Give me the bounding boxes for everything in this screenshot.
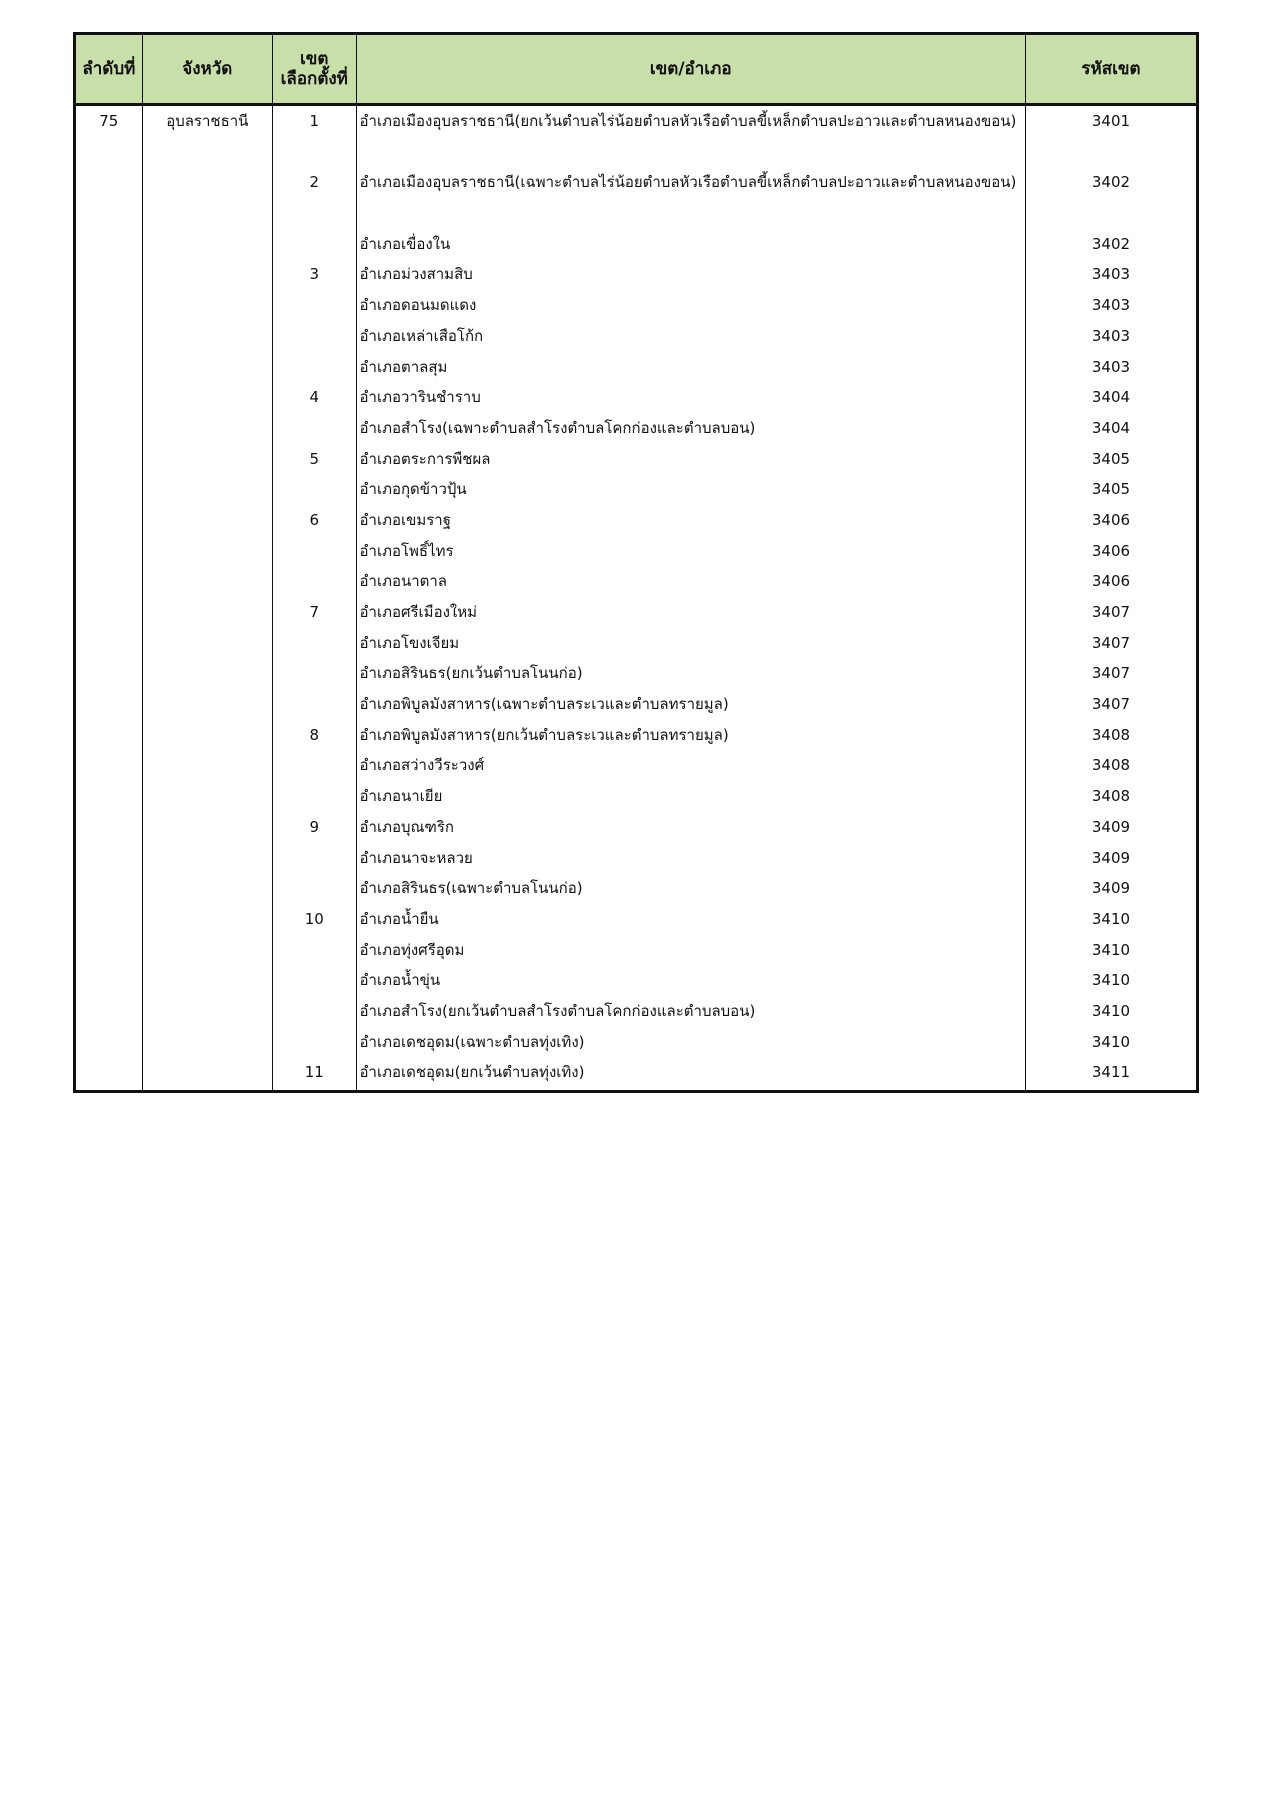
- code-cell: 3410: [1091, 971, 1131, 990]
- district-cell: 11: [304, 1063, 324, 1082]
- area-cell: อำเภอโขงเจียม: [359, 633, 460, 652]
- area-cell: อำเภอพิบูลมังสาหาร(ยกเว้นตำบลระเวและตำบลทรายมูล): [359, 725, 729, 744]
- area-cell: อำเภอเหล่าเสือโก้ก: [359, 326, 484, 345]
- code-cell: 3402: [1091, 173, 1131, 192]
- code-cell: 3410: [1091, 940, 1131, 959]
- district-cell: [273, 1027, 356, 1058]
- district-cell: 9: [309, 817, 319, 836]
- district-cell: [273, 750, 356, 781]
- area-cell: อำเภอน้ำขุ่น: [359, 971, 441, 990]
- table-body: [76, 106, 1196, 1090]
- province-cell: อุบลราชธานี: [166, 112, 249, 130]
- code-cell: 3407: [1091, 603, 1131, 621]
- district-cell: 5: [309, 449, 319, 468]
- district-cell: 7: [309, 603, 319, 621]
- area-cell: อำเภอสิรินธร(เฉพาะตำบลโนนก่อ): [359, 879, 583, 898]
- district-cell: [273, 321, 356, 352]
- code-cell: 3407: [1091, 664, 1131, 683]
- district-cell: [273, 658, 356, 689]
- order-cell: 75: [99, 112, 119, 130]
- header-district-line2: เลือกตั้งที่: [280, 69, 348, 89]
- code-cell: 3404: [1091, 388, 1131, 407]
- area-cell: อำเภอกุดข้าวปุ้น: [359, 480, 467, 499]
- district-cell: [273, 536, 356, 567]
- code-cell: 3402: [1091, 234, 1131, 253]
- district-cell: [273, 137, 356, 168]
- district-cell: 8: [309, 725, 319, 744]
- district-cell: [273, 290, 356, 321]
- district-table: [73, 32, 1199, 1093]
- district-cell: [273, 413, 356, 444]
- code-cell: 3404: [1091, 418, 1131, 437]
- column-code: [1026, 106, 1196, 1090]
- code-cell: 3403: [1091, 296, 1131, 315]
- code-cell: [1026, 198, 1196, 229]
- area-cell: อำเภอสิรินธร(ยกเว้นตำบลโนนก่อ): [359, 664, 583, 683]
- area-cell: อำเภอดอนมดแดง: [359, 296, 477, 315]
- district-cell: 10: [304, 909, 324, 928]
- code-cell: 3409: [1091, 879, 1131, 898]
- area-cell: อำเภอเขมราฐ: [359, 510, 451, 529]
- code-cell: 3406: [1091, 572, 1131, 591]
- header-order: ลำดับที่: [76, 35, 143, 103]
- code-cell: 3408: [1091, 787, 1131, 806]
- district-cell: [273, 352, 356, 383]
- code-cell: 3406: [1091, 541, 1131, 560]
- district-cell: [273, 843, 356, 874]
- district-cell: [273, 198, 356, 229]
- area-cell: อำเภอเมืองอุบลราชธานี(ยกเว้นตำบลไร่น้อยตำบลหัวเรือตำบลขี้เหล็กตำบลปะอาวและตำบลหนองขอน): [359, 112, 1017, 130]
- district-cell: 6: [309, 510, 319, 529]
- area-cell: อำเภอนาจะหลวย: [359, 848, 473, 867]
- code-cell: 3408: [1091, 756, 1131, 775]
- header-code: รหัสเขต: [1081, 59, 1141, 79]
- district-cell: 4: [309, 388, 319, 407]
- area-cell: [357, 198, 1025, 229]
- area-cell: อำเภอศรีเมืองใหม่: [359, 603, 477, 621]
- code-cell: 3406: [1091, 510, 1131, 529]
- district-cell: [273, 689, 356, 720]
- district-cell: 3: [309, 265, 319, 284]
- code-cell: 3410: [1091, 1001, 1131, 1020]
- area-cell: อำเภอตระการพืชผล: [359, 449, 491, 468]
- code-cell: 3409: [1091, 817, 1131, 836]
- area-cell: อำเภอตาลสุม: [359, 357, 448, 376]
- column-district: [273, 106, 357, 1090]
- code-cell: 3405: [1091, 480, 1131, 499]
- code-cell: 3407: [1091, 633, 1131, 652]
- district-cell: [273, 474, 356, 505]
- code-cell: 3405: [1091, 449, 1131, 468]
- district-cell: [273, 996, 356, 1027]
- area-cell: อำเภอเขื่องใน: [359, 234, 451, 253]
- code-cell: 3403: [1091, 265, 1131, 284]
- area-cell: อำเภอม่วงสามสิบ: [359, 265, 473, 284]
- header-province: จังหวัด: [143, 35, 273, 103]
- code-cell: 3408: [1091, 725, 1131, 744]
- district-cell: [273, 873, 356, 904]
- code-cell: 3409: [1091, 848, 1131, 867]
- code-cell: 3407: [1091, 695, 1131, 714]
- district-cell: [273, 566, 356, 597]
- area-cell: อำเภอทุ่งศรีอุดม: [359, 940, 465, 959]
- code-cell: 3401: [1091, 112, 1131, 130]
- area-cell: [357, 137, 1025, 168]
- area-cell: อำเภอพิบูลมังสาหาร(เฉพาะตำบลระเวและตำบลทรายมูล): [359, 695, 729, 714]
- header-district-line1: เขต: [299, 49, 329, 69]
- district-cell: 2: [309, 173, 319, 192]
- district-cell: [273, 628, 356, 659]
- district-cell: [273, 781, 356, 812]
- district-cell: [273, 229, 356, 260]
- district-cell: 1: [309, 112, 319, 130]
- code-cell: 3403: [1091, 357, 1131, 376]
- area-cell: อำเภอสำโรง(ยกเว้นตำบลสำโรงตำบลโคกก่องและตำบลบอน): [359, 1001, 756, 1020]
- area-cell: อำเภอนาตาล: [359, 572, 448, 591]
- area-cell: อำเภอสำโรง(เฉพาะตำบลสำโรงตำบลโคกก่องและตำบลบอน): [359, 418, 756, 437]
- header-area: เขต/อำเภอ: [357, 35, 1026, 103]
- area-cell: อำเภอเดชอุดม(ยกเว้นตำบลทุ่งเทิง): [359, 1063, 585, 1082]
- district-cell: [273, 935, 356, 966]
- area-cell: อำเภอโพธิ์ไทร: [359, 541, 454, 560]
- code-cell: 3410: [1091, 1032, 1131, 1051]
- district-cell: [273, 965, 356, 996]
- area-cell: อำเภอเดชอุดม(เฉพาะตำบลทุ่งเทิง): [359, 1032, 585, 1051]
- code-cell: 3403: [1091, 326, 1131, 345]
- column-province: [143, 106, 273, 1090]
- code-cell: 3410: [1091, 909, 1131, 928]
- table-header: [76, 35, 1196, 106]
- code-cell: [1026, 137, 1196, 168]
- code-cell: 3411: [1091, 1063, 1131, 1082]
- column-order: [76, 106, 143, 1090]
- column-area: [357, 106, 1026, 1090]
- area-cell: อำเภอนาเยีย: [359, 787, 443, 806]
- area-cell: อำเภอน้ำยืน: [359, 909, 439, 928]
- area-cell: อำเภอเมืองอุบลราชธานี(เฉพาะตำบลไร่น้อยตำบลหัวเรือตำบลขี้เหล็กตำบลปะอาวและตำบลหนองขอน): [359, 173, 1017, 192]
- area-cell: อำเภอสว่างวีระวงศ์: [359, 756, 485, 775]
- area-cell: อำเภอบุณฑริก: [359, 817, 454, 836]
- header-district: [273, 35, 357, 103]
- area-cell: อำเภอวารินชำราบ: [359, 388, 481, 407]
